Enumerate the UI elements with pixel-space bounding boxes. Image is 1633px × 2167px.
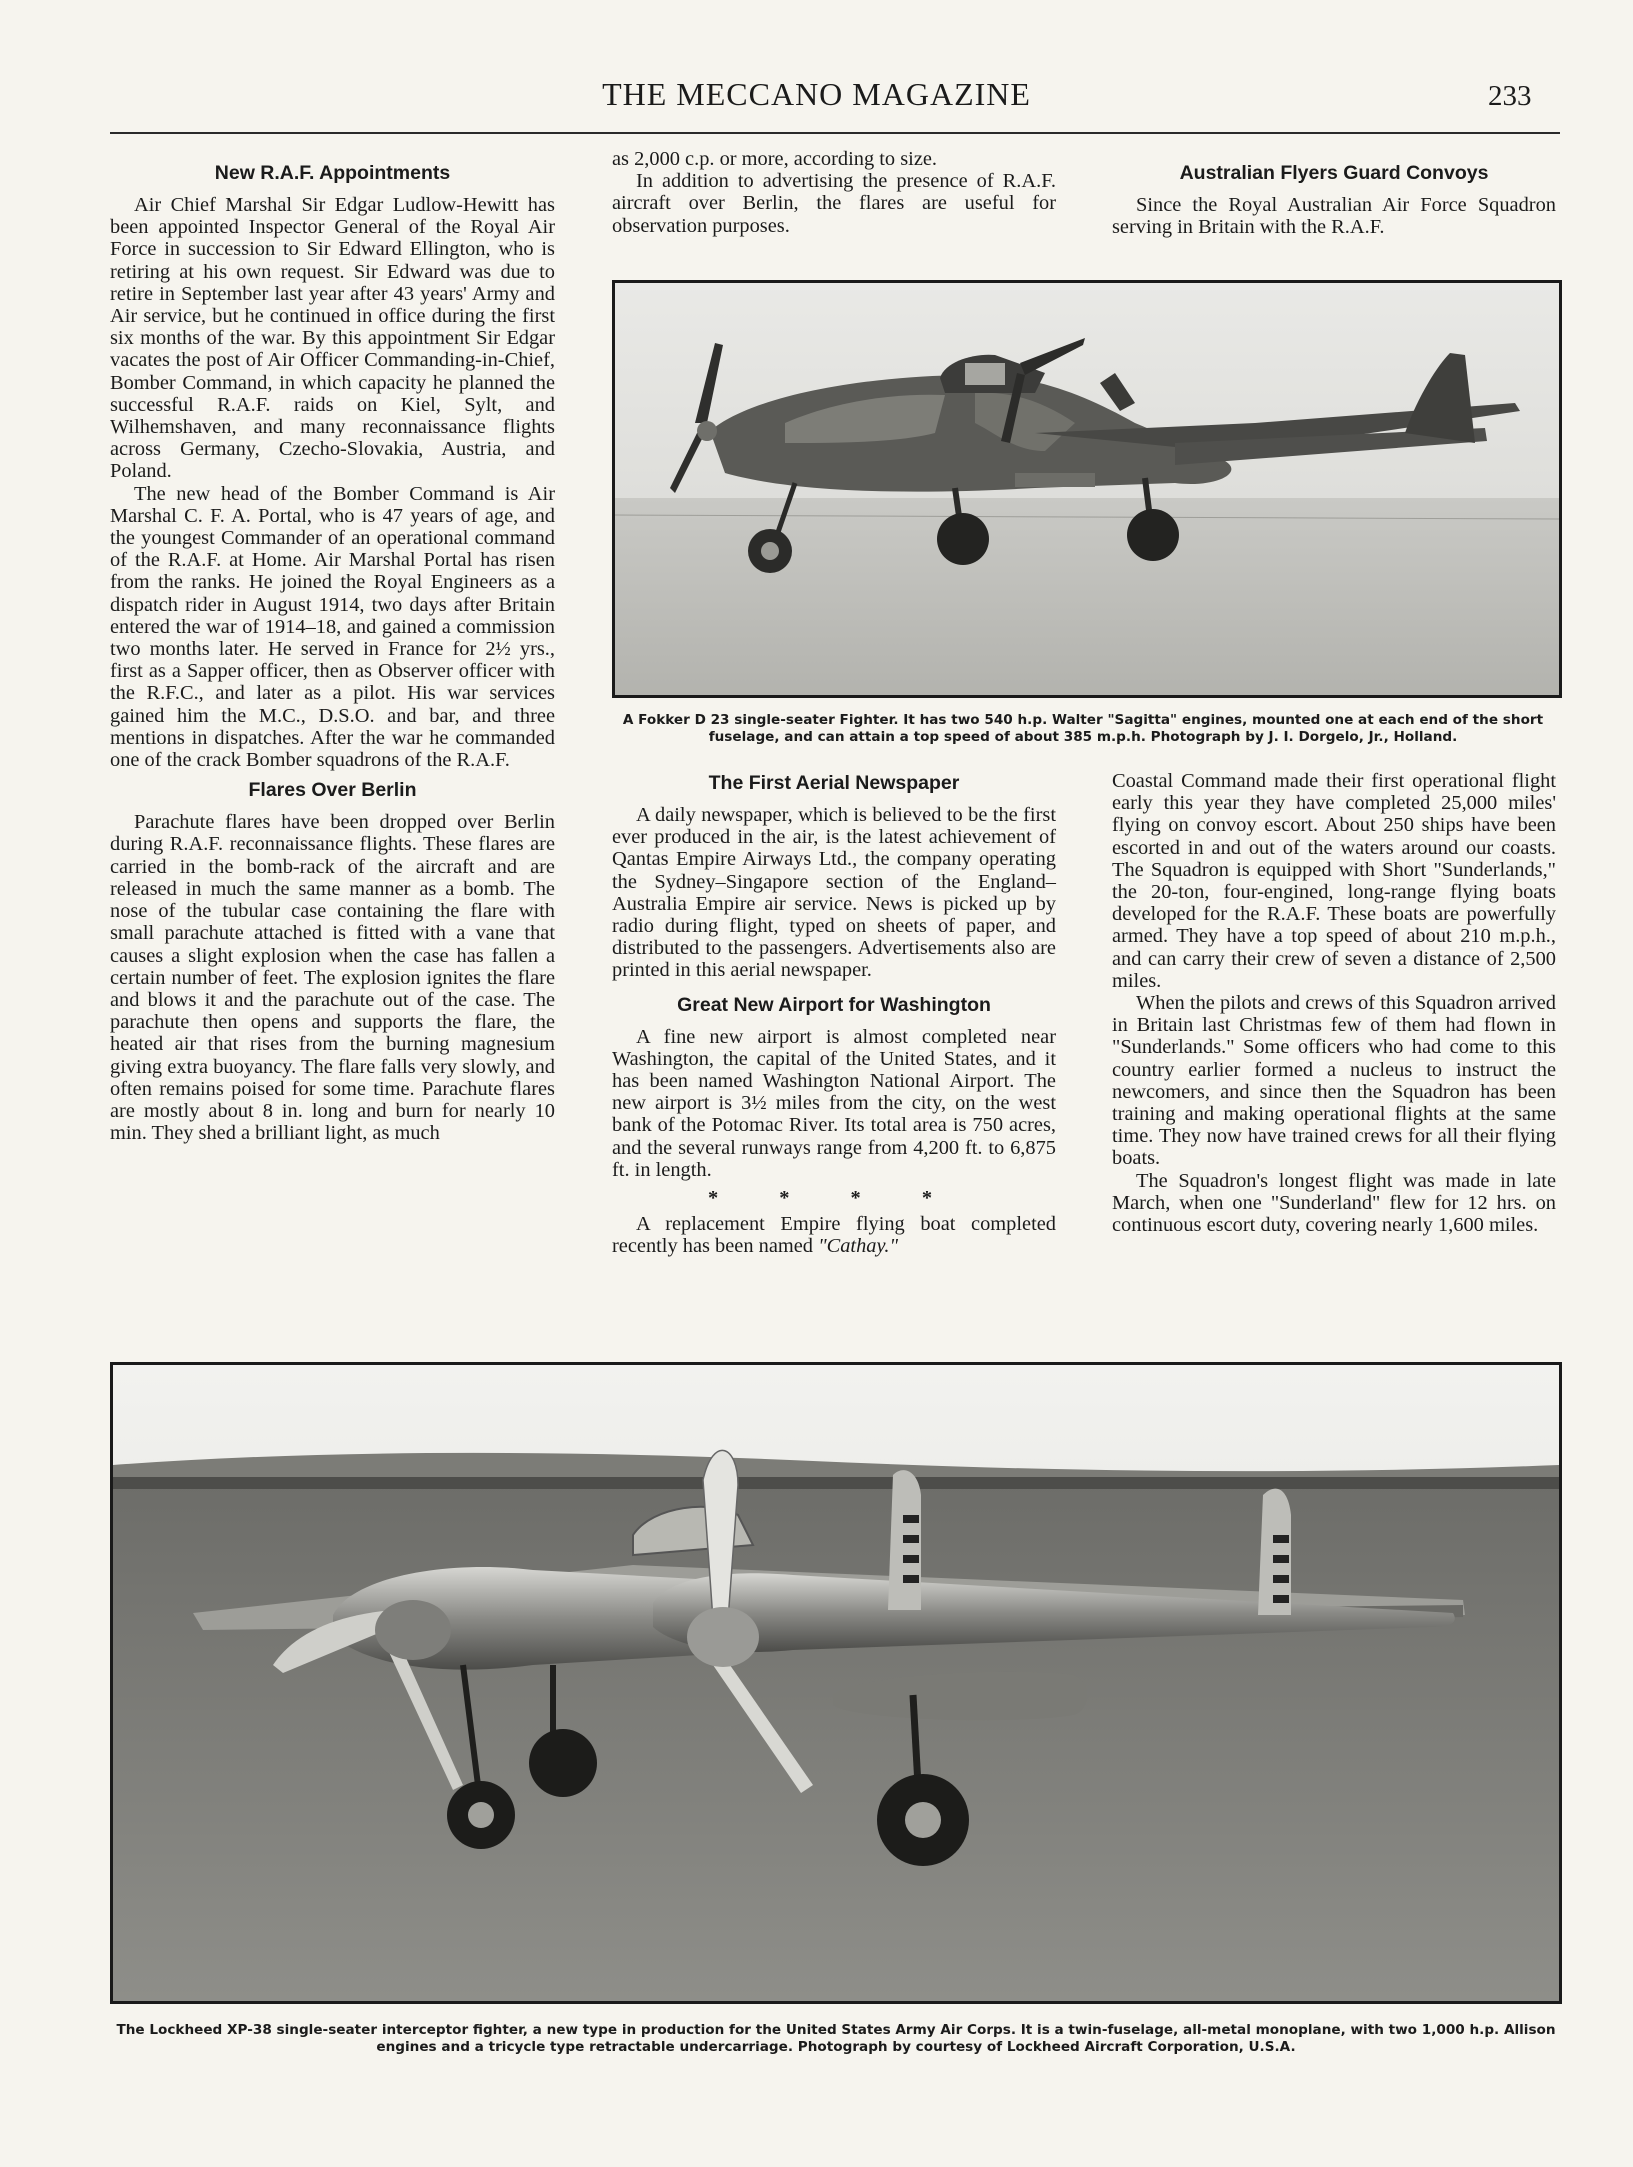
paragraph: A fine new airport is almost completed near Washington, the capital of the United States, and it has been named Washington National Airport. The new airport is 3½ miles from the city, on the west bank of the Potomac River. Its total area is 750 acres, and the several runways range from 4,200 ft. to 6,875 ft. in length. [612, 1025, 1056, 1181]
paragraph: as 2,000 c.p. or more, according to size. [612, 148, 938, 170]
paragraph: Parachute flares have been dropped over Berlin during R.A.F. reconnaissance flights. These flares are carried in the bomb-rack of the aircraft and are released in much the same manner as a bomb. The nose of the tubular case containing the flare with small parachute attached is fitted with a vane that causes a slight explosion when the case has fallen a certain number of feet. The explosion ignites the flare and blows it and the parachute out of the case. The parachute then opens and supports the flare, the heated air that rises from the burning magnesium giving extra buoyancy. The flare falls very slowly, and often remains poised for some time. Parachute flares are mostly about 8 in. long and burn for nearly 10 min. They shed a brilliant light, as much [110, 811, 555, 1145]
header-rule [110, 132, 1560, 134]
column-middle [612, 770, 1056, 1258]
heading-flares-over-berlin: Flares Over Berlin [248, 779, 417, 802]
paragraph: Coastal Command made their first operational flight early this year they have completed 25,000 miles' flying on convoy escort. About 250 ships have been escorted in and out of the waters around our coasts. The Squadron is equipped with Short "Sunderlands," the 20-ton, four-engined, long-range flying boats developed for the R.A.F. These boats are powerfully armed. They have a top speed of about 210 m.p.h., and can carry their crew of seven a distance of 2,500 miles. [1112, 770, 1556, 992]
heading-australian-flyers: Australian Flyers Guard Convoys [1179, 162, 1489, 184]
heading-washington-airport: Great New Airport for Washington [677, 993, 991, 1016]
paragraph [612, 1213, 1056, 1257]
heading-raf-appointments: New R.A.F. Appointments [214, 162, 451, 184]
photo-lockheed-xp38 [110, 1362, 1562, 2004]
paragraph-text: A replacement Empire flying boat completed recently has been named [612, 1213, 1056, 1258]
photo-fokker-d23 [612, 280, 1562, 698]
column-left [110, 160, 555, 1144]
heading-aerial-newspaper: The First Aerial Newspaper [708, 772, 960, 794]
fokker-aircraft-image [615, 283, 1559, 695]
column-right-top [1112, 160, 1556, 238]
paragraph: In addition to advertising the presence of R.A.F. aircraft over Berlin, the flares are useful for observation purposes. [612, 170, 1056, 237]
paragraph: When the pilots and crews of this Squadron arrived in Britain last Christmas few of them had flown in "Sunderlands." Some officers who had come to this country earlier formed a nucleus to instruct the newcomers, and since then the Squadron has been training and making operational flights at the same time. They now have trained crews for all their flying boats. [1112, 992, 1556, 1170]
paragraph: A daily newspaper, which is believed to be the first ever produced in the air, is the latest achievement of Qantas Empire Airways Ltd., the company operating the Sydney–Singapore section of the England–Australia Empire air service. News is picked up by radio during flight, typed on sheets of paper, and distributed to the passengers. Advertisements also are printed in this aerial newspaper. [612, 804, 1056, 982]
section-separator: * * * * [707, 1187, 961, 1210]
paragraph: The new head of the Bomber Command is Air Marshal C. F. A. Portal, who is 47 years of age, and the youngest Commander of an operational command of the R.A.F. at Home. Air Marshal Portal has risen from the ranks. He joined the Royal Engineers as a dispatch rider in August 1914, two days after Britain entered the war of 1914–18, and gained a commission two months later. He served in France for 2½ yrs., first as a Sapper officer, then as Observer officer with the R.F.C., and later as a pilot. His war services gained him the M.C., D.S.O. and bar, and three mentions in dispatches. After the war he commanded one of the crack Bomber squadrons of the R.A.F. [110, 482, 555, 772]
boat-name: "Cathay." [818, 1235, 899, 1258]
caption-fokker: A Fokker D 23 single-seater Fighter. It has two 540 h.p. Walter "Sagitta" engines, mounted one at each end of the short fuselage, and can attain a top speed of about 385 m.p.h. Photograph by J. I. Dorgelo, Jr., Holland. [622, 712, 1544, 745]
caption-lockheed: The Lockheed XP-38 single-seater interceptor fighter, a new type in production for the United States Army Air Corps. It is a twin-fuselage, all-metal monoplane, with two 1,000 h.p. Allison engines and a tricycle type retractable undercarriage. Photograph by courtesy of Lockheed Aircraft Corporation, U.S.A. [116, 2022, 1556, 2055]
paragraph: Air Chief Marshal Sir Edgar Ludlow-Hewitt has been appointed Inspector General of the Royal Air Force in succession to Sir Edward Ellington, who is retiring at his own request. Sir Edward was due to retire in September last year after 43 years' Army and Air service, but he continued in office during the first six months of the war. By this appointment Sir Edgar vacates the post of Air Officer Commanding-in-Chief, Bomber Command, in which capacity he planned the successful R.A.F. raids on Kiel, Sylt, and Wilhemshaven, and many reconnaissance flights across Germany, Czecho-Slovakia, Austria, and Poland. [110, 194, 555, 483]
column-right [1112, 770, 1556, 1236]
magazine-title: THE MECCANO MAGAZINE [602, 76, 1031, 112]
paragraph: Since the Royal Australian Air Force Squadron serving in Britain with the R.A.F. [1112, 194, 1556, 239]
lockheed-aircraft-image [113, 1365, 1559, 2001]
paragraph: The Squadron's longest flight was made in late March, when one "Sunderland" flew for 12 hrs. on continuous escort duty, covering nearly 1,600 miles. [1112, 1169, 1556, 1237]
page-number: 233 [1488, 80, 1532, 112]
column-middle-top [612, 148, 1056, 237]
